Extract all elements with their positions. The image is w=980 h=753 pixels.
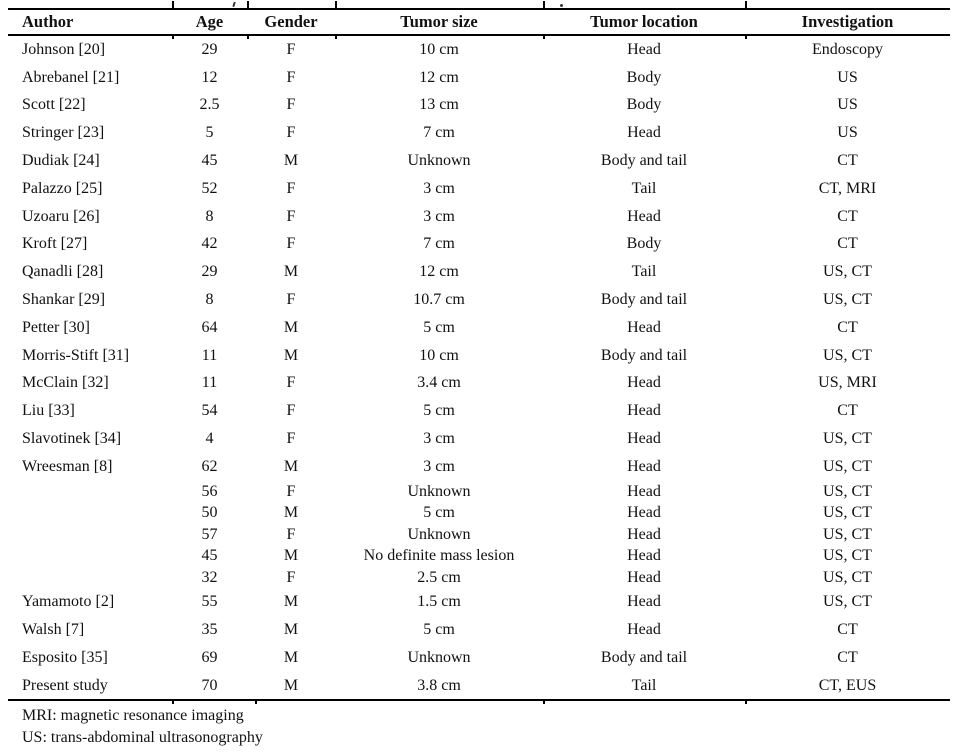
- column-header-tumor-size: Tumor size: [400, 12, 478, 31]
- gender-cell: F: [286, 235, 296, 253]
- tumor-location-cell: Head: [627, 568, 661, 586]
- age-cell: 64: [201, 318, 218, 336]
- author-cell: [8, 502, 172, 524]
- gender-cell: M: [283, 152, 299, 170]
- investigation-cell: US, CT: [823, 263, 872, 281]
- column-divider-tick: [543, 699, 545, 704]
- tumor-location-cell: Head: [627, 504, 661, 521]
- author-cell: Scott [22]: [22, 96, 86, 114]
- author-cell: Stringer [23]: [22, 124, 105, 142]
- age-cell: 8: [205, 291, 214, 309]
- investigation-cell: US: [837, 124, 858, 142]
- author-cell: Kroft [27]: [22, 235, 88, 253]
- gender-cell: M: [283, 263, 299, 281]
- table-body: [8, 36, 950, 701]
- tumor-location-cell: Body: [626, 96, 662, 114]
- tumor-location-cell: Head: [627, 318, 661, 336]
- author-cell: Wreesman [8]: [22, 457, 113, 475]
- gender-cell: M: [283, 593, 299, 611]
- author-cell: Dudiak [24]: [22, 152, 100, 170]
- investigation-cell: CT: [837, 152, 858, 170]
- age-cell: 11: [201, 346, 218, 364]
- column-divider-tick: [543, 1, 545, 8]
- age-cell: 54: [201, 402, 218, 420]
- tumor-size-cell: 3.4 cm: [417, 374, 461, 392]
- tumor-size-cell: Unknown: [407, 525, 471, 543]
- tumor-location-cell: Head: [627, 207, 661, 225]
- investigation-cell: US, CT: [823, 593, 872, 611]
- tumor-location-cell: Body and tail: [600, 648, 688, 666]
- table-row: [8, 64, 950, 92]
- tumor-location-cell: Body: [626, 235, 662, 253]
- clipped-caption-text-fragment: [232, 2, 235, 7]
- column-header-author: Author: [22, 12, 74, 31]
- tumor-location-cell: Tail: [631, 263, 657, 281]
- gender-cell: M: [283, 346, 299, 364]
- author-cell: [8, 481, 172, 503]
- age-cell: 70: [201, 676, 218, 694]
- footnote-us: US: trans-abdominal ultrasonography: [22, 729, 263, 747]
- footnote-mri: MRI: magnetic resonance imaging: [22, 707, 244, 725]
- gender-cell: F: [286, 40, 296, 58]
- table-row: [8, 342, 950, 370]
- table-row: [8, 567, 950, 589]
- table-row: [8, 286, 950, 314]
- investigation-cell: CT: [837, 207, 858, 225]
- investigation-cell: US, CT: [823, 504, 872, 521]
- tumor-size-cell: 13 cm: [419, 96, 459, 114]
- gender-cell: F: [286, 96, 296, 114]
- table-row: [8, 481, 950, 503]
- tumor-location-cell: Head: [627, 430, 661, 448]
- author-cell: [8, 545, 172, 567]
- table-row: [8, 231, 950, 259]
- author-cell: Walsh [7]: [22, 620, 85, 638]
- tumor-size-cell: Unknown: [407, 152, 471, 170]
- table-row: [8, 588, 950, 616]
- gender-cell: M: [283, 457, 299, 475]
- age-cell: 69: [201, 648, 218, 666]
- gender-cell: F: [286, 291, 296, 309]
- column-header-investigation: Investigation: [801, 12, 894, 31]
- tumor-location-cell: Head: [627, 457, 661, 475]
- gender-cell: F: [286, 124, 296, 142]
- tumor-size-cell: 5 cm: [423, 318, 455, 336]
- tumor-size-cell: 2.5 cm: [417, 568, 461, 586]
- author-cell: Esposito [35]: [22, 648, 108, 666]
- column-header-tumor-location: Tumor location: [590, 12, 698, 31]
- tumor-size-cell: 3.8 cm: [417, 676, 461, 694]
- column-divider-tick: [172, 699, 174, 704]
- age-cell: 55: [201, 593, 218, 611]
- column-divider-tick: [247, 1, 249, 8]
- gender-cell: F: [286, 430, 296, 448]
- table-row: [8, 616, 950, 644]
- author-cell: Morris-Stift [31]: [22, 346, 130, 364]
- author-cell: Johnson [20]: [22, 40, 106, 58]
- investigation-cell: US, CT: [823, 291, 872, 309]
- author-cell: [8, 524, 172, 546]
- table-row: [8, 258, 950, 286]
- table-row: [8, 147, 950, 175]
- tumor-location-cell: Head: [627, 40, 661, 58]
- author-cell: Uzoaru [26]: [22, 207, 100, 225]
- tumor-size-cell: 5 cm: [423, 620, 455, 638]
- gender-cell: F: [286, 374, 296, 392]
- age-cell: 8: [205, 207, 214, 225]
- author-cell: Qanadli [28]: [22, 263, 104, 281]
- tumor-size-cell: 12 cm: [419, 263, 459, 281]
- tumor-size-cell: Unknown: [407, 648, 471, 666]
- age-cell: 11: [201, 374, 218, 392]
- investigation-cell: CT: [837, 235, 858, 253]
- investigation-cell: US: [837, 68, 858, 86]
- investigation-cell: CT: [837, 402, 858, 420]
- investigation-cell: CT: [837, 620, 858, 638]
- column-divider-tick: [172, 1, 174, 8]
- table-row: [8, 119, 950, 147]
- table-row: [8, 672, 950, 700]
- tumor-location-cell: Head: [627, 547, 661, 564]
- investigation-cell: US, CT: [823, 482, 872, 500]
- gender-cell: M: [283, 620, 299, 638]
- column-divider-tick: [335, 1, 337, 8]
- age-cell: 29: [201, 40, 218, 58]
- gender-cell: F: [286, 179, 296, 197]
- author-cell: Liu [33]: [22, 402, 75, 420]
- table-row: [8, 425, 950, 453]
- tumor-size-cell: 7 cm: [423, 124, 455, 142]
- tumor-location-cell: Head: [627, 374, 661, 392]
- age-cell: 57: [201, 525, 218, 543]
- investigation-cell: US, CT: [823, 525, 872, 543]
- table-row: [8, 36, 950, 64]
- investigation-cell: US, CT: [823, 457, 872, 475]
- case-report-table: [8, 0, 950, 749]
- gender-cell: F: [286, 482, 296, 500]
- table-row: [8, 545, 950, 567]
- table-row: [8, 314, 950, 342]
- age-cell: 5: [205, 124, 214, 142]
- tumor-size-cell: 3 cm: [423, 179, 455, 197]
- age-cell: 4: [205, 430, 214, 448]
- table-header-row: [8, 10, 950, 36]
- age-cell: 50: [201, 504, 218, 521]
- age-cell: 12: [201, 68, 218, 86]
- clipped-caption-row: [8, 0, 950, 10]
- tumor-location-cell: Tail: [631, 179, 657, 197]
- investigation-cell: CT, MRI: [818, 179, 877, 197]
- investigation-cell: CT: [837, 318, 858, 336]
- author-cell: Palazzo [25]: [22, 179, 103, 197]
- author-cell: Present study: [22, 676, 108, 694]
- table-row: [8, 644, 950, 672]
- investigation-cell: Endoscopy: [811, 40, 884, 58]
- table-row: [8, 92, 950, 120]
- tumor-size-cell: Unknown: [407, 482, 471, 500]
- tumor-location-cell: Body and tail: [600, 291, 688, 309]
- table-row: [8, 203, 950, 231]
- tumor-size-cell: 3 cm: [423, 207, 455, 225]
- age-cell: 62: [201, 457, 218, 475]
- tumor-size-cell: 10 cm: [419, 346, 459, 364]
- tumor-size-cell: 10 cm: [419, 40, 459, 58]
- tumor-size-cell: No definite mass lesion: [363, 547, 515, 564]
- age-cell: 45: [201, 152, 218, 170]
- tumor-size-cell: 10.7 cm: [413, 291, 465, 309]
- tumor-location-cell: Head: [627, 620, 661, 638]
- author-cell: Yamamoto [2]: [22, 593, 115, 611]
- table-footnotes: [8, 701, 950, 749]
- investigation-cell: US, CT: [823, 430, 872, 448]
- gender-cell: M: [283, 676, 299, 694]
- age-cell: 29: [201, 263, 218, 281]
- tumor-size-cell: 3 cm: [423, 430, 455, 448]
- tumor-location-cell: Head: [627, 482, 661, 500]
- author-cell: Abrebanel [21]: [22, 68, 120, 86]
- tumor-size-cell: 5 cm: [423, 402, 455, 420]
- gender-cell: M: [283, 648, 299, 666]
- age-cell: 52: [201, 179, 218, 197]
- gender-cell: F: [286, 207, 296, 225]
- table-row: [8, 453, 950, 481]
- age-cell: 45: [201, 547, 218, 564]
- tumor-size-cell: 5 cm: [423, 504, 455, 521]
- gender-cell: F: [286, 68, 296, 86]
- tumor-location-cell: Tail: [631, 676, 657, 694]
- gender-cell: F: [286, 402, 296, 420]
- age-cell: 42: [201, 235, 218, 253]
- investigation-cell: CT: [837, 648, 858, 666]
- age-cell: 2.5: [199, 96, 220, 114]
- tumor-size-cell: 1.5 cm: [417, 593, 461, 611]
- author-cell: [8, 567, 172, 589]
- tumor-location-cell: Head: [627, 525, 661, 543]
- tumor-location-cell: Head: [627, 402, 661, 420]
- table-row: [8, 370, 950, 398]
- investigation-cell: CT, EUS: [818, 676, 877, 694]
- tumor-location-cell: Head: [627, 124, 661, 142]
- gender-cell: F: [286, 525, 296, 543]
- author-cell: Shankar [29]: [22, 291, 106, 309]
- gender-cell: M: [283, 318, 299, 336]
- table-row: [8, 502, 950, 524]
- gender-cell: M: [283, 504, 299, 521]
- gender-cell: F: [286, 568, 296, 586]
- age-cell: 35: [201, 620, 218, 638]
- column-header-gender: Gender: [264, 12, 318, 31]
- tumor-location-cell: Body: [626, 68, 662, 86]
- investigation-cell: US, CT: [823, 568, 872, 586]
- tumor-size-cell: 3 cm: [423, 457, 455, 475]
- investigation-cell: US, CT: [823, 547, 872, 564]
- tumor-size-cell: 7 cm: [423, 235, 455, 253]
- age-cell: 56: [201, 482, 218, 500]
- tumor-location-cell: Body and tail: [600, 346, 688, 364]
- tumor-size-cell: 12 cm: [419, 68, 459, 86]
- column-header-age: Age: [195, 12, 224, 31]
- tumor-location-cell: Head: [627, 593, 661, 611]
- table-row: [8, 397, 950, 425]
- column-divider-tick: [255, 699, 257, 704]
- author-cell: McClain [32]: [22, 374, 109, 392]
- age-cell: 32: [201, 568, 218, 586]
- tumor-location-cell: Body and tail: [600, 152, 688, 170]
- table-row: [8, 524, 950, 546]
- investigation-cell: US, CT: [823, 346, 872, 364]
- column-divider-tick: [745, 699, 747, 704]
- author-cell: Petter [30]: [22, 318, 90, 336]
- column-divider-tick: [745, 1, 747, 8]
- clipped-caption-text-fragment: [560, 4, 563, 7]
- investigation-cell: US, MRI: [818, 374, 877, 392]
- gender-cell: M: [283, 547, 299, 564]
- investigation-cell: US: [837, 96, 858, 114]
- author-cell: Slavotinek [34]: [22, 430, 122, 448]
- table-row: [8, 175, 950, 203]
